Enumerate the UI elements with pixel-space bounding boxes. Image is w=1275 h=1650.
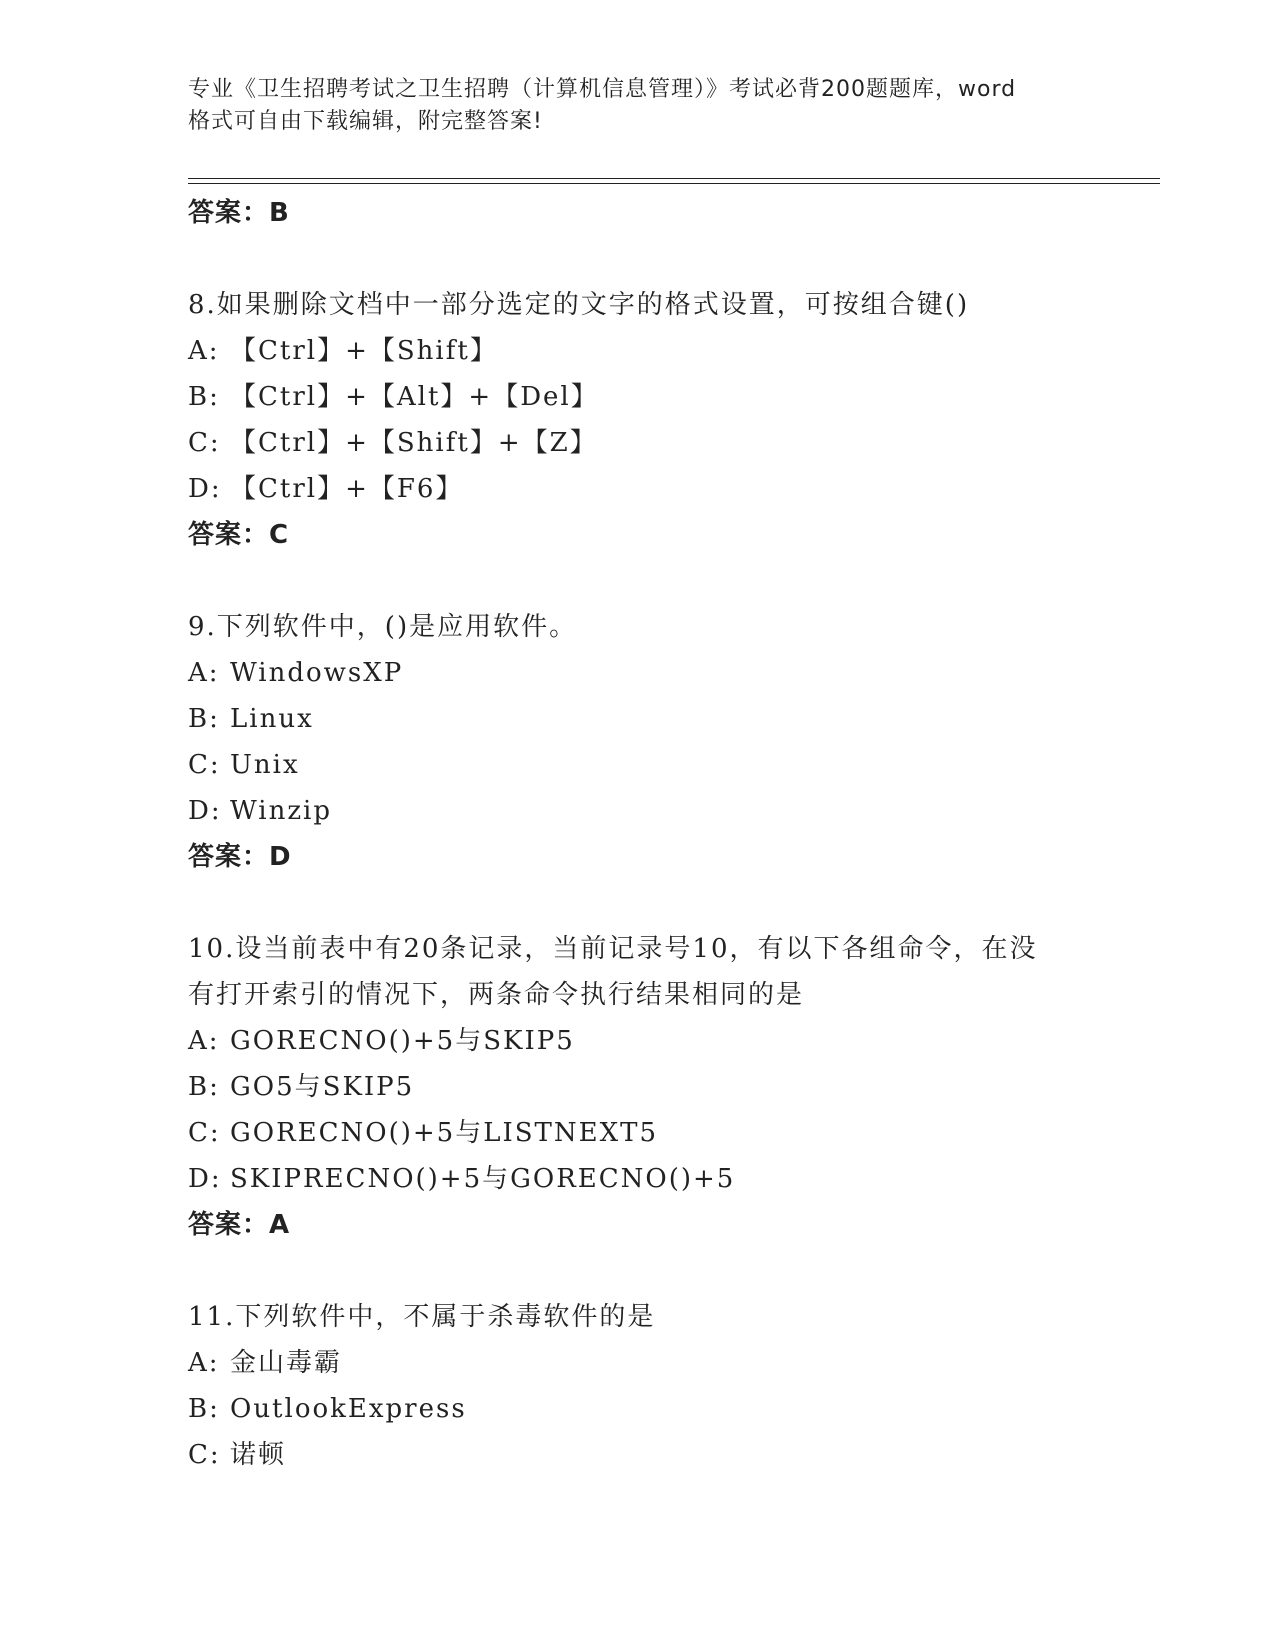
option-text: GORECNO()+5与SKIP5 [230, 1026, 575, 1056]
question-stem: 有打开索引的情况下，两条命令执行结果相同的是 [188, 980, 805, 1010]
option-text: 【Ctrl】+【Alt】+【Del】 [230, 382, 599, 412]
header-divider-bottom [188, 183, 1160, 184]
option-text: 【Ctrl】+【Shift】+【Z】 [230, 428, 598, 458]
option-key: A: [188, 1348, 220, 1378]
option-row [188, 788, 1148, 834]
option-row [188, 650, 1148, 696]
header-line-1: 专业《卫生招聘考试之卫生招聘（计算机信息管理）》考试必背200题题库，word [188, 77, 1017, 102]
option-row [188, 742, 1148, 788]
question-stem: 10.设当前表中有20条记录，当前记录号10，有以下各组命令，在没 [188, 934, 1038, 964]
question-stem: 8.如果删除文档中一部分选定的文字的格式设置，可按组合键() [188, 290, 970, 320]
option-row [188, 466, 1148, 512]
option-key: A: [188, 336, 220, 366]
header-divider-top [188, 178, 1160, 179]
option-text: Linux [230, 704, 314, 734]
option-key: C: [188, 750, 221, 780]
option-text: SKIPRECNO()+5与GORECNO()+5 [230, 1164, 736, 1194]
option-row [188, 1064, 1148, 1110]
option-row [188, 1110, 1148, 1156]
option-text: Winzip [230, 796, 332, 826]
option-text: WindowsXP [230, 658, 404, 688]
option-text: 【Ctrl】+【Shift】 [230, 336, 498, 366]
option-key: B: [188, 382, 220, 412]
answer-line: 答案：B [188, 198, 290, 228]
option-key: C: [188, 428, 221, 458]
option-row [188, 696, 1148, 742]
answer-line: 答案：C [188, 520, 290, 550]
option-text: 诺顿 [230, 1440, 287, 1470]
option-key: D: [188, 796, 222, 826]
option-key: A: [188, 658, 220, 688]
option-text: 金山毒霸 [230, 1348, 343, 1378]
option-key: B: [188, 704, 220, 734]
question-list [188, 190, 1148, 1478]
option-row [188, 328, 1148, 374]
option-text: OutlookExpress [230, 1394, 467, 1424]
option-key: C: [188, 1440, 221, 1470]
question-gap [188, 236, 1148, 282]
question-gap [188, 880, 1148, 926]
option-text: Unix [230, 750, 300, 780]
question-stem: 9.下列软件中，()是应用软件。 [188, 612, 578, 642]
header-line-2: 格式可自由下载编辑，附完整答案! [188, 109, 543, 134]
option-row [188, 1386, 1148, 1432]
question-gap [188, 558, 1148, 604]
option-key: A: [188, 1026, 220, 1056]
option-key: B: [188, 1394, 220, 1424]
option-row [188, 1340, 1148, 1386]
option-row [188, 1156, 1148, 1202]
option-row [188, 374, 1148, 420]
document-header [188, 74, 1088, 138]
option-row [188, 1432, 1148, 1478]
answer-line: 答案：A [188, 1210, 291, 1240]
option-key: D: [188, 1164, 222, 1194]
option-text: GO5与SKIP5 [230, 1072, 415, 1102]
option-key: D: [188, 474, 222, 504]
option-row [188, 420, 1148, 466]
option-key: B: [188, 1072, 220, 1102]
question-stem: 11.下列软件中，不属于杀毒软件的是 [188, 1302, 656, 1332]
question-gap [188, 1248, 1148, 1294]
option-text: 【Ctrl】+【F6】 [230, 474, 464, 504]
option-text: GORECNO()+5与LISTNEXT5 [230, 1118, 659, 1148]
answer-line: 答案：D [188, 842, 292, 872]
option-key: C: [188, 1118, 221, 1148]
option-row [188, 1018, 1148, 1064]
